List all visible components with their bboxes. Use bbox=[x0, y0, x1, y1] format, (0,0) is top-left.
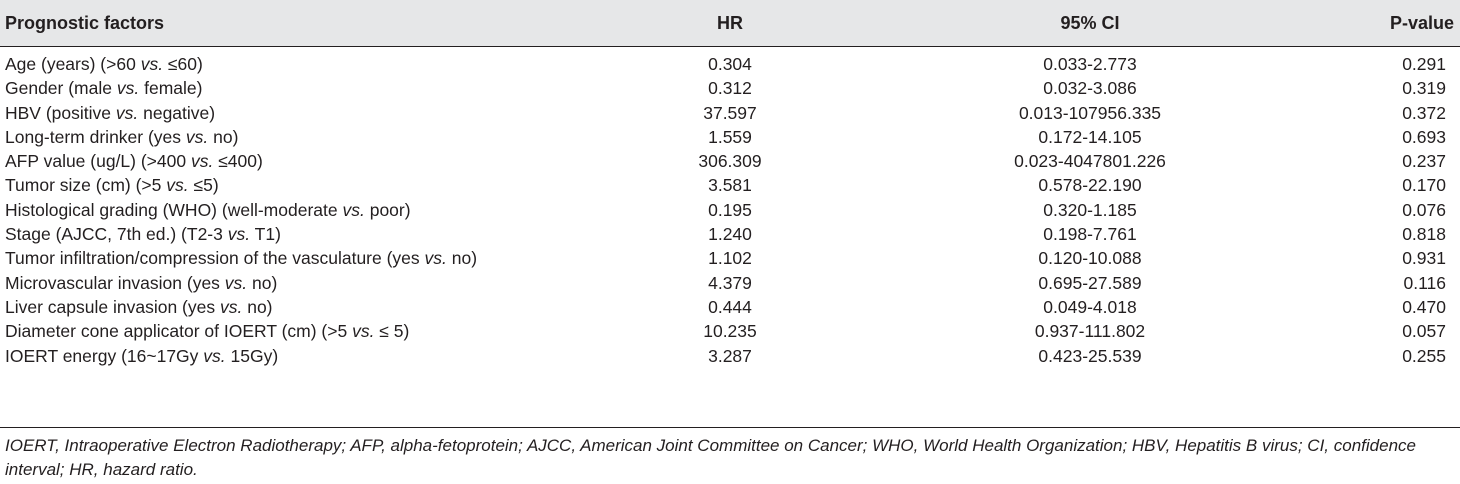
table-row bbox=[0, 246, 1460, 270]
table-row bbox=[0, 125, 1460, 149]
cell-ci: 0.198-7.761 bbox=[1043, 224, 1137, 245]
cell-p-value: 0.057 bbox=[1402, 321, 1446, 342]
cell-ci: 0.423-25.539 bbox=[1038, 345, 1142, 366]
footnote-divider bbox=[0, 427, 1460, 428]
cell-hr: 3.287 bbox=[708, 345, 752, 366]
cell-prognostic-factor: Gender (male vs. female) bbox=[5, 78, 203, 99]
cell-ci: 0.695-27.589 bbox=[1038, 272, 1142, 293]
cell-p-value: 0.693 bbox=[1402, 126, 1446, 147]
cell-prognostic-factor: Tumor infiltration/compression of the vasculature (yes vs. no) bbox=[5, 248, 478, 269]
cell-p-value: 0.470 bbox=[1402, 296, 1446, 317]
table-row bbox=[0, 222, 1460, 246]
cell-prognostic-factor: Histological grading (WHO) (well-moderate vs. poor) bbox=[5, 199, 411, 220]
cell-prognostic-factor: Microvascular invasion (yes vs. no) bbox=[5, 272, 278, 293]
cell-hr: 0.195 bbox=[708, 199, 752, 220]
table-row bbox=[0, 344, 1460, 368]
cell-p-value: 0.116 bbox=[1403, 272, 1446, 293]
cell-prognostic-factor: Diameter cone applicator of IOERT (cm) (>5 vs. ≤ 5) bbox=[5, 321, 410, 342]
cell-prognostic-factor: Liver capsule invasion (yes vs. no) bbox=[5, 296, 273, 317]
table-row bbox=[0, 173, 1460, 197]
cell-ci: 0.120-10.088 bbox=[1038, 248, 1142, 269]
cell-ci: 0.937-111.802 bbox=[1034, 321, 1146, 342]
table-row bbox=[0, 295, 1460, 319]
cell-ci: 0.032-3.086 bbox=[1043, 78, 1137, 99]
cell-p-value: 0.255 bbox=[1402, 345, 1446, 366]
cell-ci: 0.320-1.185 bbox=[1043, 199, 1137, 220]
cell-ci: 0.578-22.190 bbox=[1038, 175, 1142, 196]
table-row bbox=[0, 101, 1460, 125]
cell-prognostic-factor: Age (years) (>60 vs. ≤60) bbox=[5, 54, 203, 74]
header-ci: 95% CI bbox=[1060, 13, 1120, 33]
table-row bbox=[0, 271, 1460, 295]
cell-p-value: 0.170 bbox=[1402, 175, 1446, 196]
cell-p-value: 0.291 bbox=[1402, 54, 1446, 74]
cell-prognostic-factor: HBV (positive vs. negative) bbox=[5, 102, 216, 123]
cell-ci: 0.013-107956.335 bbox=[1018, 102, 1162, 123]
table-footnote: IOERT, Intraoperative Electron Radiotherapy; AFP, alpha-fetoprotein; AJCC, American Joint Committee on Cancer; WHO, World Health Organization; HBV, Hepatitis B virus; CI, confidence interval; HR, hazard ratio. bbox=[5, 436, 1416, 479]
table-body bbox=[0, 47, 1460, 368]
cell-hr: 10.235 bbox=[703, 321, 757, 342]
cell-prognostic-factor: AFP value (ug/L) (>400 vs. ≤400) bbox=[5, 151, 263, 172]
cell-p-value: 0.319 bbox=[1402, 78, 1446, 99]
cell-hr: 0.444 bbox=[708, 296, 752, 317]
cell-hr: 1.559 bbox=[708, 126, 752, 147]
cell-hr: 4.379 bbox=[708, 272, 752, 293]
header-prognostic-factors: Prognostic factors bbox=[5, 13, 165, 33]
cell-p-value: 0.237 bbox=[1402, 151, 1446, 172]
table-row bbox=[0, 319, 1460, 343]
cell-hr: 0.304 bbox=[708, 54, 752, 74]
cell-p-value: 0.372 bbox=[1402, 102, 1446, 123]
header-hr: HR bbox=[717, 13, 743, 33]
cell-ci: 0.049-4.018 bbox=[1043, 296, 1137, 317]
cell-prognostic-factor: IOERT energy (16~17Gy vs. 15Gy) bbox=[5, 345, 279, 366]
cell-prognostic-factor: Long-term drinker (yes vs. no) bbox=[5, 126, 239, 147]
cell-ci: 0.172-14.105 bbox=[1038, 126, 1142, 147]
cell-p-value: 0.076 bbox=[1402, 199, 1446, 220]
header-p-value: P-value bbox=[1389, 13, 1454, 33]
table-row bbox=[0, 52, 1460, 76]
cell-hr: 3.581 bbox=[708, 175, 752, 196]
cell-hr: 0.312 bbox=[708, 78, 752, 99]
cell-p-value: 0.931 bbox=[1402, 248, 1446, 269]
cell-ci: 0.033-2.773 bbox=[1043, 54, 1137, 74]
cell-hr: 37.597 bbox=[703, 102, 757, 123]
cell-hr: 1.240 bbox=[708, 224, 752, 245]
table-row bbox=[0, 76, 1460, 100]
table-header bbox=[0, 0, 1460, 47]
cell-hr: 306.309 bbox=[698, 151, 762, 172]
table-row bbox=[0, 198, 1460, 222]
cell-p-value: 0.818 bbox=[1402, 224, 1446, 245]
cell-ci: 0.023-4047801.226 bbox=[1014, 151, 1166, 172]
cell-prognostic-factor: Stage (AJCC, 7th ed.) (T2-3 vs. T1) bbox=[5, 224, 281, 245]
table-row bbox=[0, 149, 1460, 173]
cell-prognostic-factor: Tumor size (cm) (>5 vs. ≤5) bbox=[5, 175, 219, 196]
cell-hr: 1.102 bbox=[708, 248, 752, 269]
